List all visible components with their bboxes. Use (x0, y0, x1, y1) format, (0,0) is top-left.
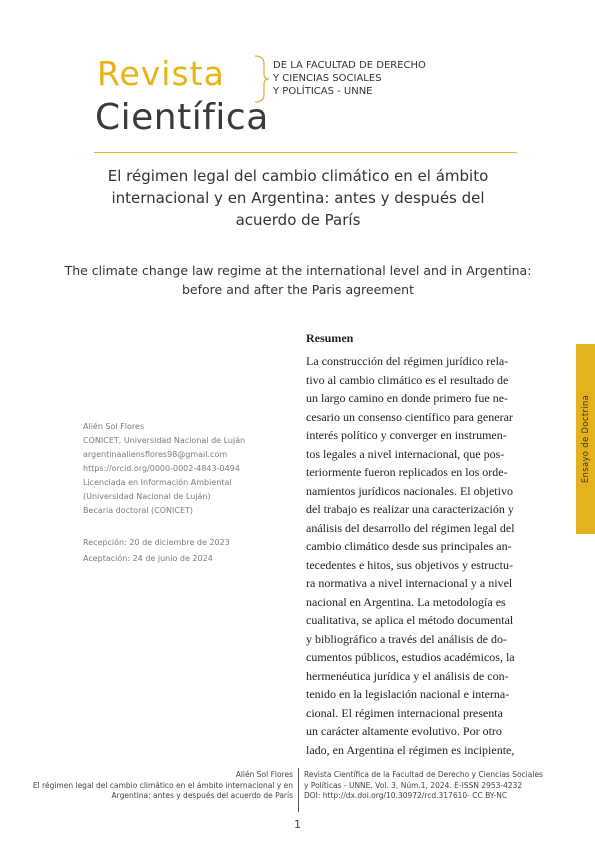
received-date: Recepción: 20 de diciembre de 2023 (83, 538, 230, 547)
article-title-spanish: El régimen legal del cambio climático en el ámbito internacional y en Argentina: antes y después del acuerdo de París (107, 167, 489, 229)
abstract-line: nacional en Argentina. La metodología es (306, 594, 506, 609)
abstract-line: tivo al cambio climático es el resultado de (306, 372, 509, 387)
footer-journal-line: y Políticas - UNNE. Vol. 3, Núm.1, 2024. E-ISSN 2953-4232 (304, 780, 523, 790)
abstract-line: cualitativa, se aplica el método documental (306, 613, 514, 627)
abstract-line: hermenéutica jurídica y el análisis de con- (306, 668, 509, 683)
faculty-line: Y CIENCIAS SOCIALES (273, 73, 382, 84)
footer-article-citation (33, 770, 293, 802)
abstract-line: cesario un consenso científico para generar (306, 409, 513, 424)
author-info (83, 420, 245, 518)
abstract-line: cional. El régimen internacional presenta (306, 705, 503, 720)
abstract-line: tos legales a nivel internacional, que pos- (306, 446, 505, 461)
abstract-line: interés político y converger en instrumen- (306, 428, 507, 442)
abstract-line: La construcción del régimen jurídico rela- (306, 354, 509, 368)
footer-journal-citation (304, 770, 543, 802)
footer-divider (298, 768, 299, 812)
author-position: Becaria doctoral (CONICET) (83, 506, 194, 515)
author-degree: Licenciada en Información Ambiental (83, 478, 232, 487)
accepted-date: Aceptación: 24 de junio de 2024 (83, 554, 213, 563)
footer-doi: DOI: http://dx.doi.org/10.30972/rcd.317610- CC BY-NC (304, 791, 508, 800)
abstract-line: cambio climático desde sus principales an- (306, 539, 512, 553)
abstract-line: y bibliográfico a través del análisis de do- (306, 631, 507, 646)
abstract-line: del trabajo es realizar una caracterización y (306, 502, 514, 516)
footer-journal-line: Revista Científica de la Facultad de Derecho y Ciencias Sociales (304, 770, 543, 779)
author-degree-institution: (Universidad Nacional de Luján) (83, 492, 211, 501)
header-divider (94, 152, 517, 153)
footer-author: Alién Sol Flores (235, 770, 293, 779)
logo-brace-icon (252, 54, 270, 104)
abstract-line: cumentos públicos, estudios académicos, la (306, 650, 515, 664)
abstract-line: análisis del desarrollo del régimen legal del (306, 520, 515, 535)
section-tab (576, 344, 595, 534)
author-orcid: https://orcid.org/0000-0002-4843-0494 (83, 464, 240, 473)
footer-title-line: El régimen legal del cambio climático en el ámbito internacional y en (32, 780, 293, 790)
faculty-line: DE LA FACULTAD DE DERECHO (273, 60, 426, 71)
abstract-body (306, 352, 516, 759)
abstract-line: lado, en Argentina el régimen es incipiente, (306, 742, 515, 757)
page-number: 1 (294, 818, 301, 831)
abstract-line: tecedentes e hitos, sus objetivos y estructu- (306, 557, 513, 572)
footer-title-line: Argentina: antes y después del acuerdo de París (111, 791, 293, 800)
abstract-line: teriormente fueron replicados en los orde- (306, 465, 508, 479)
article-dates (83, 535, 230, 567)
faculty-line: Y POLÍTICAS - UNNE (273, 86, 373, 97)
abstract-line: ra normativa a nivel internacional y a nivel (306, 576, 513, 590)
journal-logo-revista: Revista (97, 54, 225, 93)
author-affiliation: CONICET, Universidad Nacional de Luján (83, 436, 246, 445)
author-name: Alién Sol Flores (83, 422, 145, 431)
journal-logo-cientifica: Científica (95, 97, 269, 138)
abstract-heading: Resumen (306, 331, 354, 345)
abstract-line: un carácter altamente evolutivo. Por otro (306, 724, 502, 738)
author-email: argentinaaliensflores98@gmail.com (83, 450, 228, 459)
abstract-line: un largo camino en donde primero fue ne- (306, 391, 509, 405)
abstract-line: tenido en la legislación nacional e interna- (306, 687, 510, 701)
journal-faculty-name (273, 59, 426, 98)
abstract-line: namientos jurídicos nacionales. El objetivo (306, 483, 513, 498)
section-tab-label: Ensayo de Doctrina (580, 394, 591, 484)
article-title-english: The climate change law regime at the international level and in Argentina: before and after the Paris agreement (64, 263, 532, 297)
